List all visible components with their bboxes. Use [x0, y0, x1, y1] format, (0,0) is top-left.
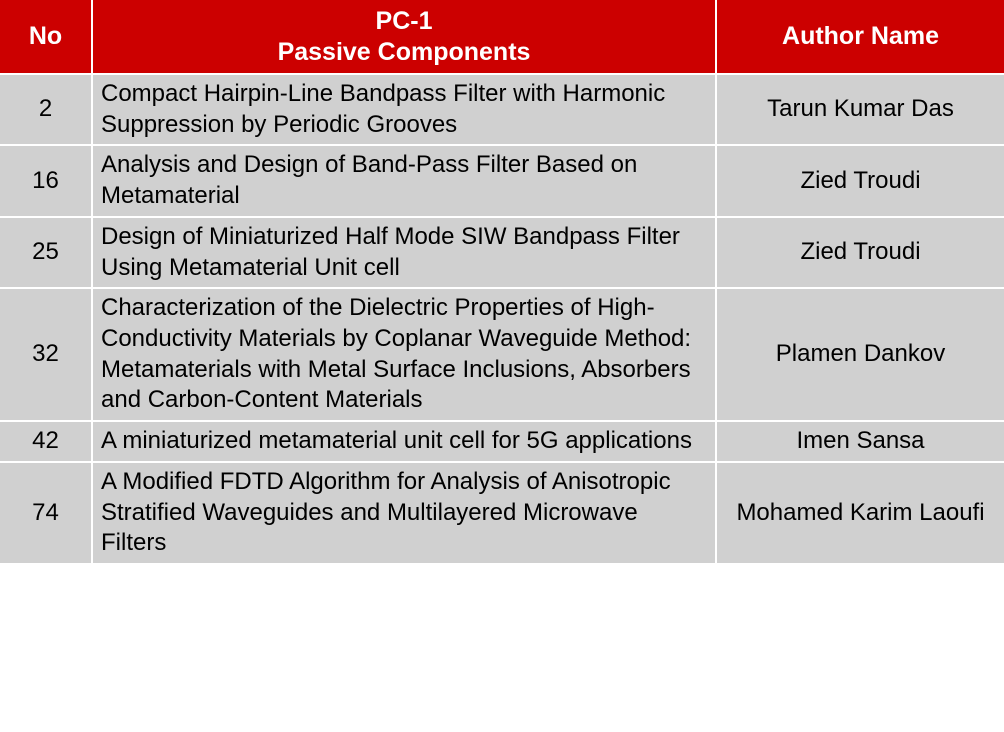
column-header-session	[92, 0, 716, 74]
cell-paper-title: Design of Miniaturized Half Mode SIW Bandpass Filter Using Metamaterial Unit cell	[92, 217, 716, 288]
column-header-no: No	[0, 0, 92, 74]
cell-author-name: Zied Troudi	[716, 145, 1004, 216]
cell-paper-no: 32	[0, 288, 92, 421]
slide-bottom-whitespace	[0, 563, 1004, 619]
cell-author-name: Tarun Kumar Das	[716, 74, 1004, 145]
cell-author-name: Mohamed Karim Laoufi	[716, 462, 1004, 563]
cell-author-name: Imen Sansa	[716, 421, 1004, 462]
session-code: PC-1	[375, 7, 433, 35]
cell-paper-title: A Modified FDTD Algorithm for Analysis of Anisotropic Stratified Waveguides and Multilayered Microwave Filters	[92, 462, 716, 563]
cell-paper-title: Analysis and Design of Band-Pass Filter Based on Metamaterial	[92, 145, 716, 216]
cell-paper-no: 25	[0, 217, 92, 288]
column-header-author: Author Name	[716, 0, 1004, 74]
cell-paper-no: 42	[0, 421, 92, 462]
cell-paper-no: 74	[0, 462, 92, 563]
cell-paper-title: A miniaturized metamaterial unit cell for 5G applications	[92, 421, 716, 462]
cell-paper-title: Characterization of the Dielectric Properties of High- Conductivity Materials by Coplanar Waveguide Method: Metamaterials with Metal Surface Inclusions, Absorbers and Carbon-Content Materials	[92, 288, 716, 421]
table-row	[0, 74, 1004, 145]
slide-bottom-edge	[0, 726, 1004, 732]
table-row	[0, 421, 1004, 462]
cell-author-name: Zied Troudi	[716, 217, 1004, 288]
table-row	[0, 288, 1004, 421]
cell-paper-title: Compact Hairpin-Line Bandpass Filter with Harmonic Suppression by Periodic Grooves	[92, 74, 716, 145]
cell-paper-no: 16	[0, 145, 92, 216]
table-header	[0, 0, 1004, 74]
table-header-row	[0, 0, 1004, 74]
cell-paper-no: 2	[0, 74, 92, 145]
cell-author-name: Plamen Dankov	[716, 288, 1004, 421]
table-row	[0, 217, 1004, 288]
table-row	[0, 462, 1004, 563]
session-title: Passive Components	[277, 37, 531, 66]
table-body	[0, 74, 1004, 563]
table-row	[0, 145, 1004, 216]
